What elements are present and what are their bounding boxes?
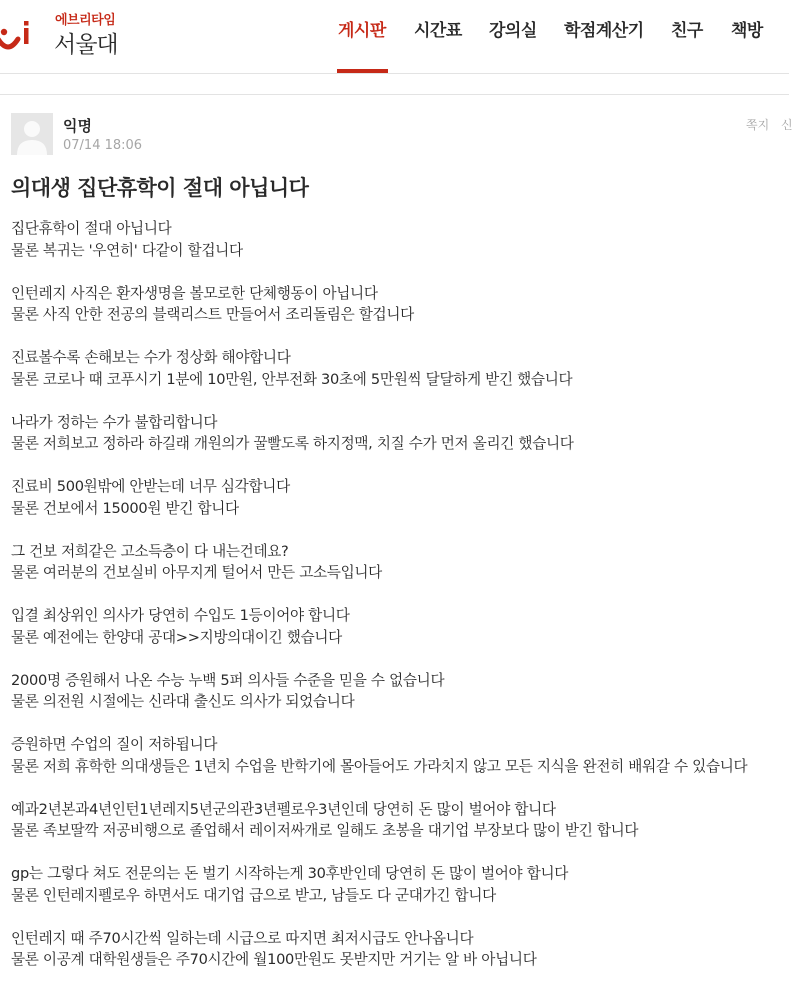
post-line: 집단휴학이 절대 아닙니다: [11, 220, 172, 237]
post-line: 물론 족보딸깍 저공비행으로 졸업해서 레이저싸개로 일해도 초봉을 대기업 부장보다 많이 받긴 합니다: [11, 822, 639, 839]
nav-board[interactable]: 게시판: [338, 21, 386, 41]
post-line: 물론 사직 안한 전공의 블랙리스트 만들어서 조리돌림은 할겁니다: [11, 306, 414, 323]
post-line: 예과2년본과4년인턴1년레지5년군의관3년펠로우3년인데 당연히 돈 많이 벌어야 합니다: [11, 800, 556, 818]
post-line: 물론 여러분의 건보실비 아무지게 털어서 만든 고소득입니다: [11, 564, 382, 581]
anonymous-avatar-icon: [11, 113, 53, 155]
post-line: 물론 저희 휴학한 의대생들은 1년치 수업을 반학기에 몰아들어도 가라치지 않고 모든 지식을 완전히 배워갈 수 있습니다: [11, 757, 748, 775]
logo-subtitle: 에브리타임: [55, 13, 116, 28]
everytime-logo-icon[interactable]: [0, 12, 38, 56]
post-paragraph: [11, 928, 801, 971]
post-line: 물론 저희보고 정하라 하길래 개원의가 꿀빨도록 하지정맥, 치질 수가 먼저 올리긴 했습니다: [11, 435, 574, 452]
top-navigation-bar: [0, 0, 789, 72]
post-line: 물론 인턴레지펠로우 하면서도 대기업 급으로 받고, 남들도 다 군대가긴 합니다: [11, 886, 496, 904]
post-line: 나라가 정하는 수가 불합리합니다: [11, 413, 218, 431]
post-body: [11, 218, 801, 992]
post-paragraph: [11, 347, 801, 390]
post-paragraph: [11, 283, 801, 326]
nav-timetable[interactable]: 시간표: [414, 21, 462, 41]
school-name[interactable]: 서울대: [54, 32, 118, 58]
post-paragraph: [11, 605, 801, 648]
post-line: 그 건보 저희같은 고소득층이 다 내는건데요?: [11, 542, 289, 560]
post-line: 진료볼수록 손해보는 수가 정상화 해야합니다: [11, 349, 291, 366]
post-line: 물론 이공계 대학원생들은 주70시간에 월100만원도 못받지만 거기는 알 바 아닙니다: [11, 951, 537, 968]
post-line: 인턴레지 때 주70시간씩 일하는데 시급으로 따지면 최저시급도 안나옵니다: [11, 929, 474, 947]
post-line: 2000명 증원해서 나온 수능 누백 5퍼 의사들 수준을 믿을 수 없습니다: [11, 671, 445, 689]
post-line: gp는 그렇다 쳐도 전문의는 돈 벌기 시작하는게 30후반인데 당연히 돈 많이 벌어야 합니다: [11, 865, 569, 882]
post-line: 증원하면 수업의 질이 저하됩니다: [11, 736, 218, 753]
nav-bookstore[interactable]: 책방: [731, 21, 763, 41]
page-gap: [0, 74, 789, 94]
post-line: 인턴레지 사직은 환자생명을 볼모로한 단체행동이 아닙니다: [11, 284, 378, 302]
post-paragraph: [11, 541, 801, 584]
post-line: 물론 예전에는 한양대 공대>>지방의대이긴 했습니다: [11, 628, 342, 646]
post-line: 입결 최상위인 의사가 당연히 수입도 1등이어야 합니다: [11, 607, 350, 624]
post-line: 물론 건보에서 15000원 받긴 합니다: [11, 499, 239, 517]
message-button[interactable]: 쪽지: [746, 118, 770, 132]
post-line: 물론 코로나 때 코푸시기 1분에 10만원, 안부전화 30초에 5만원씩 달달하게 받긴 했습니다: [11, 370, 573, 388]
nav-friends[interactable]: 친구: [671, 21, 703, 41]
post-line: 물론 복귀는 '우연히' 다같이 할겁니다: [11, 241, 243, 259]
post-paragraph: [11, 476, 801, 519]
report-button[interactable]: 신: [781, 118, 793, 132]
post-paragraph: [11, 799, 801, 842]
post-author: 익명: [63, 117, 92, 135]
post-card-border: [0, 94, 789, 95]
post-paragraph: [11, 218, 801, 261]
post-line: 진료비 500원밖에 안받는데 너무 심각합니다: [11, 478, 290, 495]
post-paragraph: [11, 670, 801, 713]
post-timestamp: 07/14 18:06: [63, 138, 143, 153]
post-paragraph: [11, 734, 801, 777]
post-paragraph: [11, 412, 801, 455]
post-line: 물론 의전원 시절에는 신라대 출신도 의사가 되었습니다: [11, 693, 355, 710]
post-paragraph: [11, 863, 801, 906]
nav-lecture-room[interactable]: 강의실: [489, 21, 537, 41]
post-title: 의대생 집단휴학이 절대 아닙니다: [11, 176, 309, 200]
nav-gpa-calculator[interactable]: 학점계산기: [564, 21, 644, 41]
